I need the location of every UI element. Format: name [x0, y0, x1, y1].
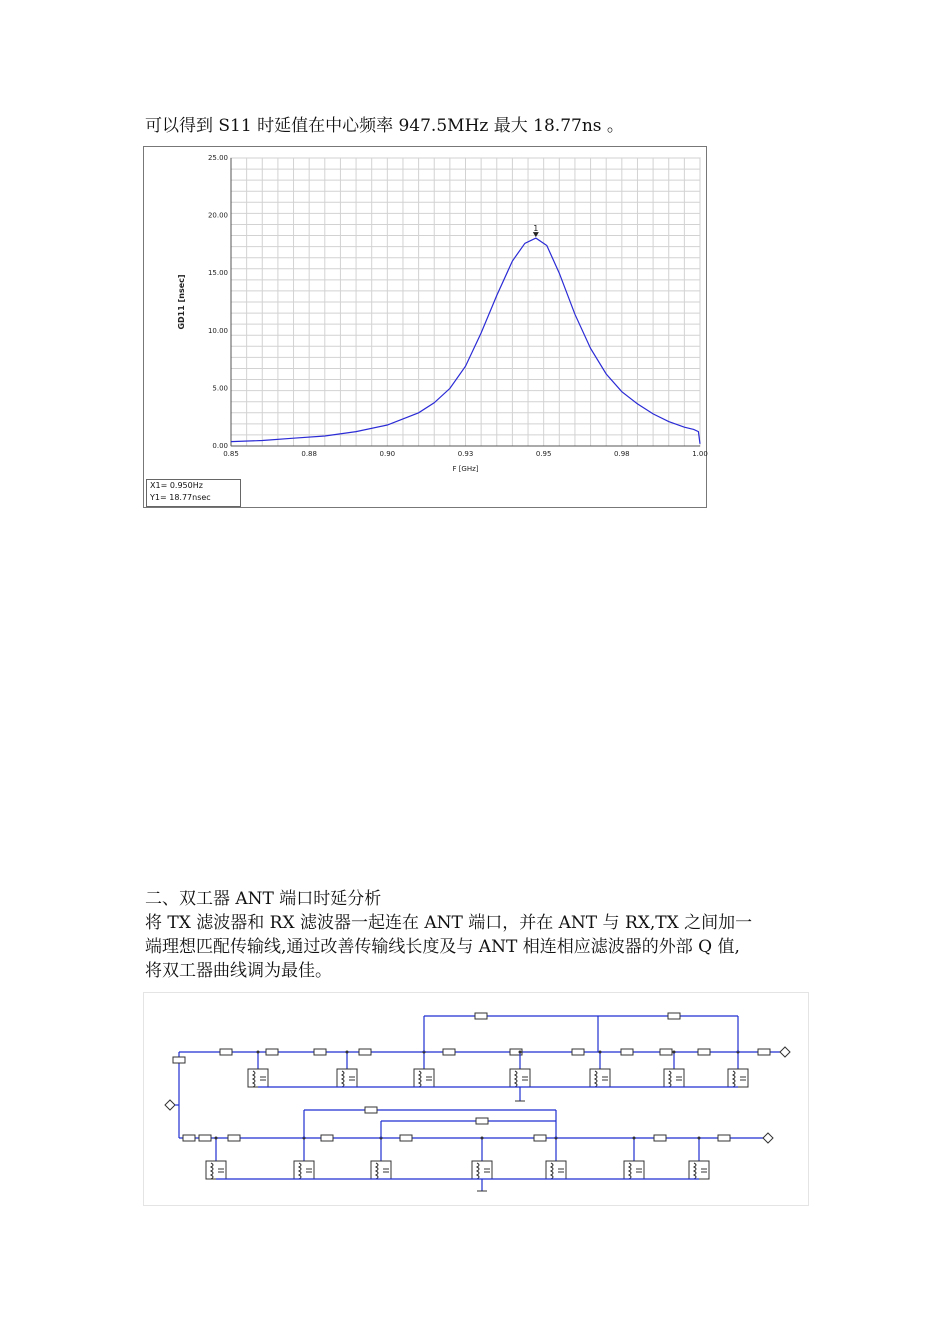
resonator-symbol [546, 1161, 566, 1179]
node-dot [346, 1051, 349, 1054]
resistor-symbol [475, 1013, 487, 1019]
resistor-symbol [173, 1057, 185, 1063]
marker-label: 1 [533, 224, 539, 234]
resistor-symbol [476, 1118, 488, 1124]
resistor-symbol [621, 1049, 633, 1055]
node-dot [599, 1051, 602, 1054]
marker-readout [146, 479, 241, 507]
y-axis-label: GD11 [nsec] [177, 274, 186, 330]
resonator-symbol [206, 1161, 226, 1179]
resonator-symbol [624, 1161, 644, 1179]
resistor-symbol [572, 1049, 584, 1055]
node-dot [257, 1051, 260, 1054]
resistor-symbol [668, 1013, 680, 1019]
resonator-symbol [664, 1069, 684, 1087]
x-tick-label: 0.85 [223, 450, 239, 458]
resonator-symbol [590, 1069, 610, 1087]
x-axis-label: F [GHz] [452, 465, 479, 473]
port-symbol [780, 1047, 790, 1057]
x-tick-label: 0.95 [535, 450, 552, 458]
duplexer-schematic [143, 992, 809, 1206]
resistor-symbol [698, 1049, 710, 1055]
resistor-symbol [220, 1049, 232, 1055]
node-dot [673, 1051, 676, 1054]
body-line-1: 将 TX 滤波器和 RX 滤波器一起连在 ANT 端口，并在 ANT 与 RX,TX 之间加一 [145, 913, 753, 933]
x-tick-label: 0.88 [301, 450, 317, 458]
resistor-symbol [228, 1135, 240, 1141]
y-tick-label: 10.00 [207, 326, 228, 335]
group-delay-chart [143, 146, 707, 508]
y-tick-label: 0.00 [212, 442, 228, 450]
resistor-symbol [266, 1049, 278, 1055]
y-tick-label: 20.00 [207, 211, 228, 220]
node-dot [633, 1137, 636, 1140]
resistor-symbol [718, 1135, 730, 1141]
resonator-symbol [294, 1161, 314, 1179]
resistor-symbol [660, 1049, 672, 1055]
section-heading: 二、双工器 ANT 端口时延分析 [145, 889, 382, 909]
x-tick-label: 0.93 [457, 450, 474, 458]
resonator-symbol [728, 1069, 748, 1087]
resonator-symbol [510, 1069, 530, 1087]
resonator-symbol [371, 1161, 391, 1179]
y-tick-label: 5.00 [212, 384, 228, 393]
resistor-symbol [359, 1049, 371, 1055]
node-dot [698, 1137, 701, 1140]
x-tick-label: 1.00 [692, 450, 708, 458]
resistor-symbol [654, 1135, 666, 1141]
port-symbol [165, 1100, 175, 1110]
chart-svg [144, 147, 706, 507]
resistor-symbol [400, 1135, 412, 1141]
resistor-symbol [199, 1135, 211, 1141]
port-symbol [763, 1133, 773, 1143]
resonator-symbol [248, 1069, 268, 1087]
x-tick-label: 0.98 [614, 450, 630, 458]
schematic-svg [144, 993, 808, 1205]
body-line-3: 将双工器曲线调为最佳。 [145, 961, 332, 981]
resistor-symbol [314, 1049, 326, 1055]
resistor-symbol [758, 1049, 770, 1055]
y-tick-label: 15.00 [207, 269, 228, 278]
resonator-symbol [414, 1069, 434, 1087]
marker-y-readout: Y1= 18.77nsec [150, 493, 211, 502]
y-tick-label: 25.00 [207, 154, 228, 162]
resistor-symbol [365, 1107, 377, 1113]
resistor-symbol [534, 1135, 546, 1141]
resistor-symbol [443, 1049, 455, 1055]
node-dot [481, 1137, 484, 1140]
resonator-symbol [337, 1069, 357, 1087]
x-tick-label: 0.90 [379, 450, 396, 458]
resistor-symbol [321, 1135, 333, 1141]
resonator-symbol [472, 1161, 492, 1179]
resonator-symbol [689, 1161, 709, 1179]
body-line-2: 端理想匹配传输线,通过改善传输线长度及与 ANT 相连相应滤波器的外部 Q 值, [145, 937, 740, 957]
marker-x-readout: X1= 0.950Hz [150, 481, 203, 490]
node-dot [215, 1137, 218, 1140]
resistor-symbol [183, 1135, 195, 1141]
node-dot [519, 1051, 522, 1054]
result-text: 可以得到 S11 时延值在中心频率 947.5MHz 最大 18.77ns 。 [145, 116, 624, 136]
